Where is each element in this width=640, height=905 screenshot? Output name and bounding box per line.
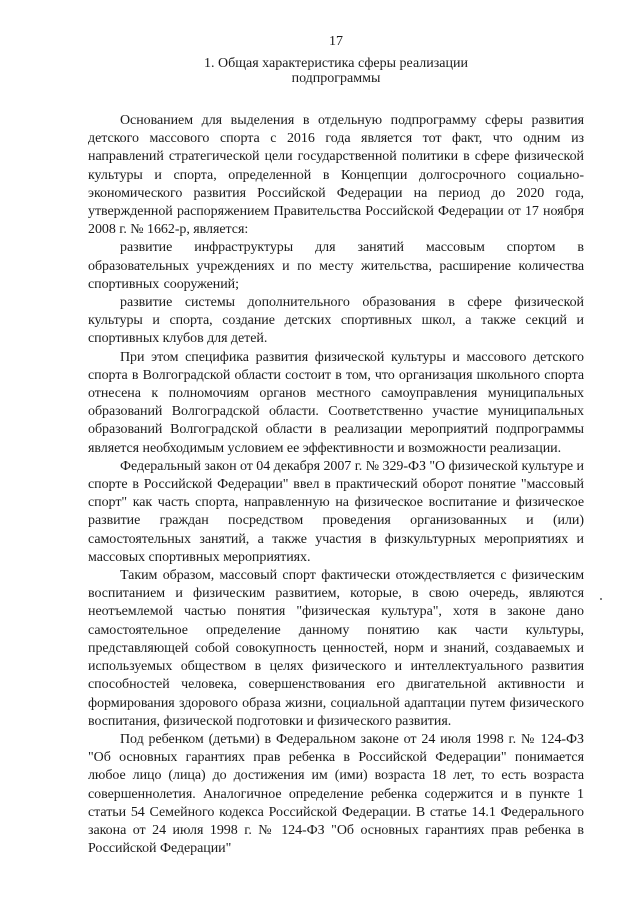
section-heading-line-2: подпрограммы <box>291 71 381 86</box>
section-heading <box>88 56 584 86</box>
paragraph-mass-sport-definition: Таким образом, массовый спорт фактически отождествляется с физическим воспитанием и физическим развитием, которые, в свою очередь, являются неотъемлемой частью понятия "физическая культура", хотя в законе дано самостоятельное определение данному понятию как части культуры, представляющей собой совокупность ценностей, норм и знаний, создаваемых и используемых обществом в целях физического и интеллектуального развития способностей человека, совершенствования его двигательной активности и формирования здорового образа жизни, социальной адаптации путем физического воспитания, физической подготовки и физического развития. <box>88 568 584 729</box>
paragraph-basis: Основанием для выделения в отдельную подпрограмму сферы развития детского массового спорта с 2016 года является тот факт, что одним из направлений стратегической цели государственной политики в сфере физической культуры и спорта, определенной в Концепции долгосрочного социально-экономического развития Российской Федерации на период до 2020 года, утвержденной распоряжением Правительства Российской Федерации от 17 ноября 2008 г. № 1662-р, является: <box>88 113 584 238</box>
paragraph-federal-law-329: Федеральный закон от 04 декабря 2007 г. № 329-ФЗ "О физической культуре и спорте в Российской Федерации" ввел в практический оборот понятие "массовый спорт" как часть спорта, направленную на физическое воспитание и физическое развитие граждан посредством проведения организованных и (или) самостоятельных занятий, а также участия в физкультурных мероприятиях и массовых спортивных мероприятиях. <box>88 458 584 565</box>
paragraph-additional-education: развитие системы дополнительного образования в сфере физической культуры и спорта, создание детских спортивных школ, а также секций и спортивных клубов для детей. <box>88 295 584 347</box>
paragraph-child-definition: Под ребенком (детьми) в Федеральном законе от 24 июля 1998 г. № 124-ФЗ "Об основных гарантиях прав ребенка в Российской Федерации" понимается любое лицо (лица) до достижения им (ими) возраста 18 лет, то есть возраста совершеннолетия. Аналогичное определение ребенка содержится и в пункте 1 статьи 54 Семейного кодекса Российской Федерации. В статье 14.1 Федерального закона от 24 июля 1998 г. № 124-ФЗ "Об основных гарантиях прав ребенка в Российской Федерации" <box>88 731 584 857</box>
document-page <box>88 34 584 858</box>
scan-speck <box>600 598 602 600</box>
section-heading-line-1: 1. Общая характеристика сферы реализации <box>204 56 468 71</box>
page-number: 17 <box>329 34 343 49</box>
paragraph-regional-specifics: При этом специфика развития физической культуры и массового детского спорта в Волгоградской области состоит в том, что организация школьного спорта отнесена к полномочиям органов местного самоуправления муниципальных образований Волгоградской области. Соответственно участие муниципальных образований Волгоградской области в реализации мероприятий подпрограммы является необходимым условием ее эффективности и возможности реализации. <box>88 349 584 456</box>
paragraph-infrastructure: развитие инфраструктуры для занятий массовым спортом в образовательных учреждениях и по месту жительства, расширение количества спортивных сооружений; <box>88 240 584 292</box>
